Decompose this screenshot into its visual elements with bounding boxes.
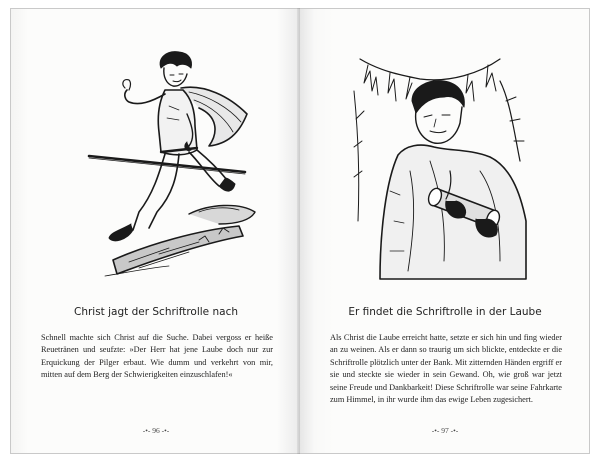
chapter-text: Schnell machte sich Christ auf die Suche. Dabei vergoss er heiße Reuetränen und seufzte: »Der Herr hat jene Laube doch nur zur Erquickung der Pilger erbaut. Wie dumm und verkehrt von mir, mitten auf dem Berg der Schwierigkeiten einzuschlafen!« xyxy=(41,333,273,380)
scroll-illustration xyxy=(350,51,540,281)
book-spread xyxy=(10,8,590,454)
chapter-title: Er findet die Schriftrolle in der Laube xyxy=(348,306,542,318)
page-number: -•- 96 -•- xyxy=(142,426,170,435)
chapter-text: Als Christ die Laube erreicht hatte, setzte er sich hin und fing wieder an zu weinen. Als er dann so traurig um sich blickte, entdeckte er die Schriftrolle plötzlich unter der Bank. Mit zitternden Händen ergriff er sie und steckte sie wieder in sein Gewand. Oh, wie groß war jetzt seine Freude und Dankbarkeit! Diese Schriftrolle war seine Fahrkarte zum Himmel, in ihr wurde ihm das ewige Leben zugesichert. xyxy=(330,333,562,405)
left-page xyxy=(10,8,300,454)
running-man-illustration xyxy=(69,44,259,284)
chapter-title: Christ jagt der Schriftrolle nach xyxy=(73,306,238,318)
right-page xyxy=(300,8,590,454)
page-number: -•- 97 -•- xyxy=(431,426,459,435)
